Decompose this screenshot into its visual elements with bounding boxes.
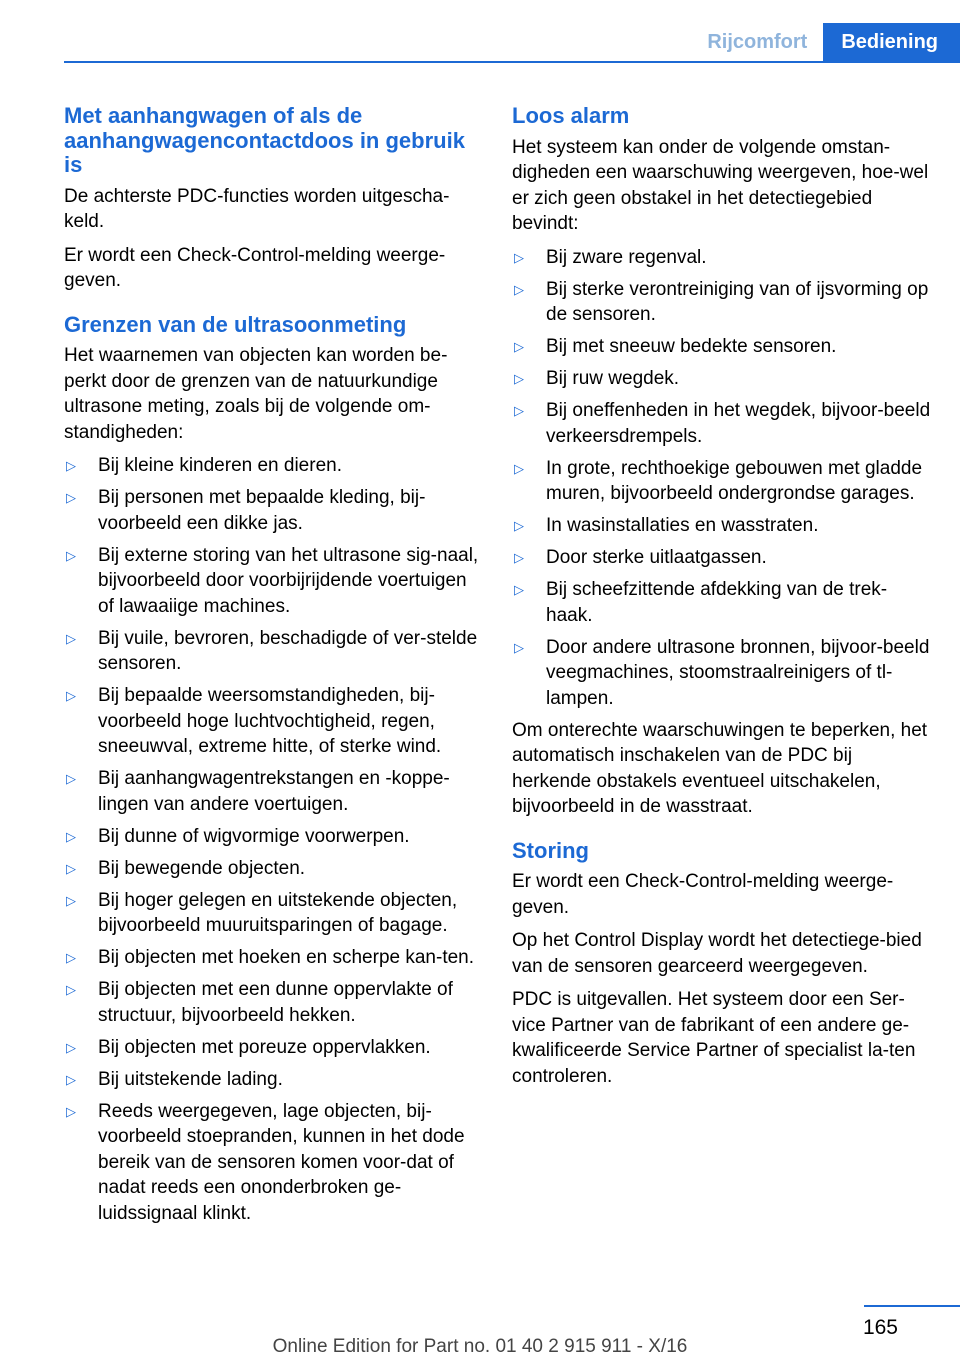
list-item-text: Reeds weergegeven, lage objecten, bij‐voorbeeld stoepranden, kunnen in het dode bereik van de sensoren komen voor‐dat of nadat reeds een ononderbroken ge‐luidssignaal klinkt. [98,1100,465,1224]
list-item-text: Bij dunne of wigvormige voorwerpen. [98,825,410,847]
triangle-bullet-icon: ▷ [514,403,524,418]
triangle-bullet-icon: ▷ [66,458,76,473]
triangle-bullet-icon: ▷ [66,950,76,965]
list-item-text: Bij zware regenval. [546,246,707,268]
list-item [512,513,932,539]
list-item [64,626,480,677]
trailer-paragraph-1: De achterste PDC-functies worden uitgescha‐keld. [64,185,450,232]
list-item-text: Bij externe storing van het ultrasone sig‐naal, bijvoorbeeld door voorbijrijdende voertuigen of lawaaiige machines. [98,544,479,617]
triangle-bullet-icon: ▷ [66,1039,76,1055]
triangle-bullet-icon: ▷ [514,339,524,354]
list-item [64,683,480,760]
trailer-section-title: Met aanhangwagen of als de aanhangwagencontactdoos in gebruik is [64,103,465,177]
triangle-bullet-icon: ▷ [66,828,76,844]
list-item [64,824,480,850]
triangle-bullet-icon: ▷ [66,1071,76,1087]
triangle-bullet-icon: ▷ [514,460,524,476]
list-item [64,485,480,536]
list-item [512,635,932,712]
fault-paragraph-1: Er wordt een Check-Control-melding weerge‐geven. [512,871,894,918]
list-item [64,766,480,817]
triangle-bullet-icon: ▷ [66,490,76,505]
trailer-paragraph-2: Er wordt een Check-Control-melding weerge‐geven. [64,244,446,291]
list-item-text: Bij bepaalde weersomstandigheden, bij‐voorbeeld hoge luchtvochtigheid, regen, sneeuwval, extreme hitte, of sterke wind. [98,685,442,757]
list-item [64,1099,480,1227]
triangle-bullet-icon: ▷ [66,1103,76,1119]
list-item-text: Bij objecten met een dunne oppervlakte of structuur, bijvoorbeeld hekken. [98,979,453,1026]
list-item [512,366,932,392]
triangle-bullet-icon: ▷ [514,281,524,297]
triangle-bullet-icon: ▷ [66,688,76,703]
limits-intro: Het waarnemen van objecten kan worden be‐perkt door de grenzen van de natuurkundige ultrasone meting, zoals bij de volgende om‐standigheden: [64,345,448,443]
list-item [512,334,932,360]
false-alarm-outro: Om onterechte waarschuwingen te beperken, het automatisch inschakelen van de PDC bij herkende obstakels eventueel uitschakelen, bijvoorbeeld in de wasstraat. [512,719,928,817]
triangle-bullet-icon: ▷ [514,639,524,655]
list-item [64,888,480,939]
list-item-text: In wasinstallaties en wasstraten. [546,515,819,536]
triangle-bullet-icon: ▷ [66,892,76,908]
list-item-text: Door sterke uitlaatgassen. [546,547,767,568]
page-number: 165 [862,1316,898,1339]
footer-divider [864,1305,960,1307]
left-column [64,104,480,1233]
triangle-bullet-icon: ▷ [514,518,524,533]
header-tabs [691,23,960,61]
list-item [64,945,480,971]
triangle-bullet-icon: ▷ [66,860,76,876]
false-alarm-intro: Het systeem kan onder de volgende omstan‐digheden een waarschuwing weergeven, hoe‐wel er zich geen obstakel in het detectiegebied bevindt: [512,136,929,234]
limits-section-title: Grenzen van de ultrasoonmeting [64,311,407,337]
list-item [512,277,932,328]
triangle-bullet-icon: ▷ [514,249,524,265]
list-item-text: Bij oneffenheden in het wegdek, bijvoor‐beeld verkeersdrempels. [546,400,931,447]
false-alarm-section-title: Loos alarm [512,103,630,128]
edition-note: Online Edition for Part no. 01 40 2 915 911 - X/16 [272,1336,688,1357]
list-item [64,1067,480,1093]
tab-section-rijcomfort[interactable]: Rijcomfort [691,23,823,61]
list-item-text: Bij scheefzittende afdekking van de trek‐haak. [546,579,888,626]
triangle-bullet-icon: ▷ [66,547,76,563]
list-item-text: Bij objecten met hoeken en scherpe kan‐ten. [98,947,475,968]
list-item-text: Bij objecten met poreuze oppervlakken. [98,1036,431,1058]
list-item [64,453,480,479]
triangle-bullet-icon: ▷ [66,771,76,786]
triangle-bullet-icon: ▷ [66,982,76,997]
list-item-text: Bij aanhangwagentrekstangen en -koppe‐lingen van andere voertuigen. [98,768,450,815]
list-item [512,398,932,449]
list-item-text: Bij sterke verontreiniging van of ijsvorming op de sensoren. [546,278,929,325]
list-item-text: In grote, rechthoekige gebouwen met gladde muren, bijvoorbeeld ondergrondse garages. [546,457,923,504]
list-item-text: Bij personen met bepaalde kleding, bij‐voorbeeld een dikke jas. [98,487,426,534]
list-item-text: Bij met sneeuw bedekte sensoren. [546,336,837,357]
triangle-bullet-icon: ▷ [66,630,76,646]
list-item-text: Bij kleine kinderen en dieren. [98,455,342,476]
triangle-bullet-icon: ▷ [514,371,524,386]
false-alarm-list [512,245,932,712]
list-item-text: Bij vuile, bevroren, beschadigde of ver‐stelde sensoren. [98,627,478,674]
list-item-text: Bij bewegende objecten. [98,857,306,879]
fault-paragraph-3: PDC is uitgevallen. Het systeem door een Ser‐vice Partner van de fabrikant of een andere ge‐kwalificeerde Service Partner of specialist la‐ten controleren. [512,989,916,1087]
list-item [64,977,480,1028]
right-column [512,104,932,1097]
tab-chapter-bediening[interactable]: Bediening [823,23,960,61]
list-item [64,856,480,882]
list-item [512,577,932,628]
list-item [64,1035,480,1061]
fault-paragraph-2: Op het Control Display wordt het detectiege‐bied van de sensoren gearceerd weergegeven. [512,930,922,977]
fault-section-title: Storing [512,837,589,863]
list-item [512,545,932,571]
triangle-bullet-icon: ▷ [514,550,524,565]
list-item [64,543,480,620]
triangle-bullet-icon: ▷ [514,582,524,597]
limits-list [64,453,480,1226]
list-item [512,456,932,507]
list-item-text: Bij ruw wegdek. [546,368,680,389]
list-item-text: Door andere ultrasone bronnen, bijvoor‐beeld veegmachines, stoomstraalreinigers of tl-lampen. [546,636,930,709]
list-item-text: Bij hoger gelegen en uitstekende objecten, bijvoorbeeld muuruitsparingen of bagage. [98,889,458,936]
header-divider [64,61,960,63]
list-item [512,245,932,271]
list-item-text: Bij uitstekende lading. [98,1068,283,1090]
